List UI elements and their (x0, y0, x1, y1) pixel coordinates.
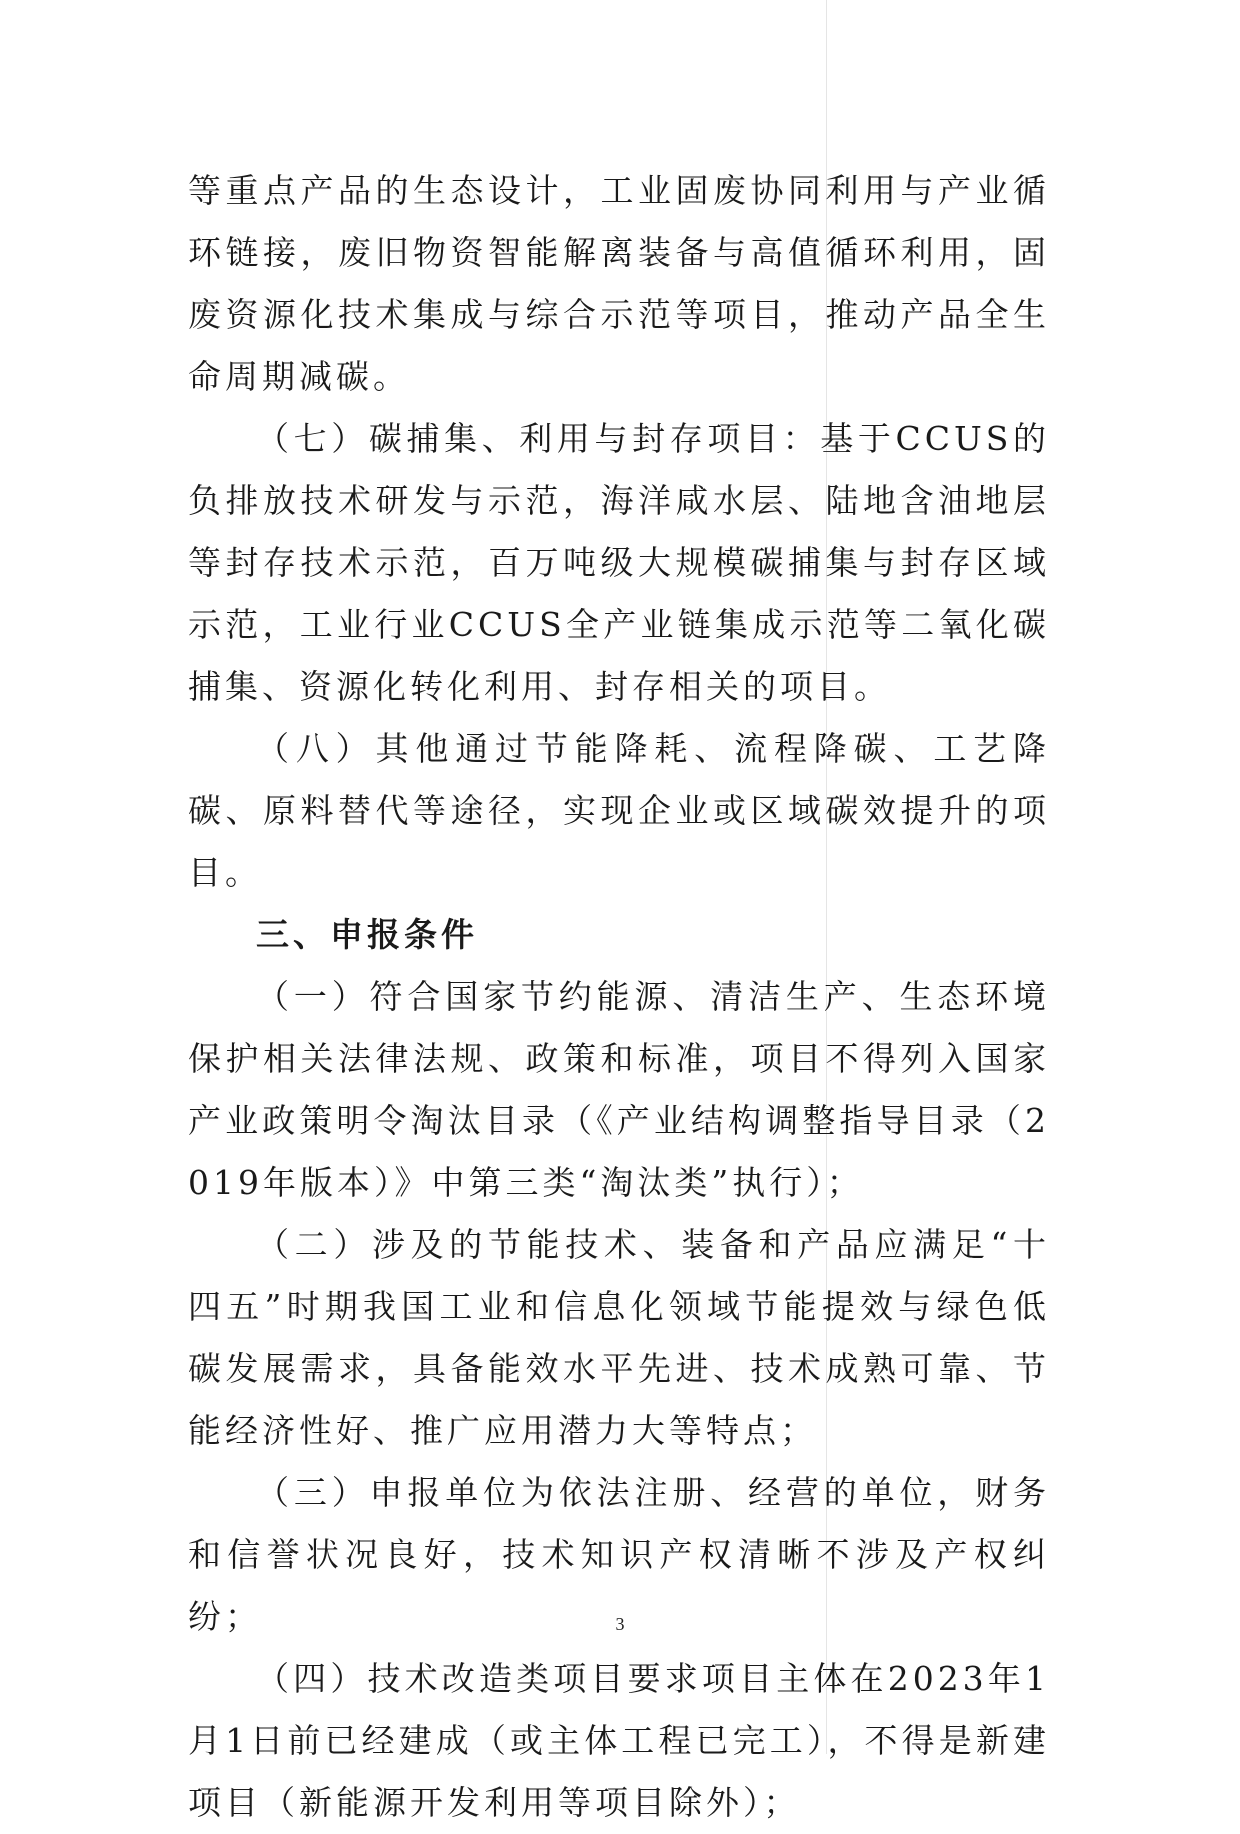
paragraph-item-8-other: （八）其他通过节能降耗、流程降碳、工艺降碳、原料替代等途径，实现企业或区域碳效提升的项目。 (188, 729, 1050, 892)
paragraph-condition-2: （二）涉及的节能技术、装备和产品应满足“十四五”时期我国工业和信息化领域节能提效与绿色低碳发展需求，具备能效水平先进、技术成熟可靠、节能经济性好、推广应用潜力大等特点； (188, 1225, 1050, 1450)
paragraph-condition-1: （一）符合国家节约能源、清洁生产、生态环境保护相关法律法规、政策和标准，项目不得列入国家产业政策明令淘汰目录（《产业结构调整指导目录（2019年版本）》中第三类“淘汰类”执行）； (188, 977, 1050, 1202)
paragraph-condition-3: （三）申报单位为依法注册、经营的单位，财务和信誉状况良好，技术知识产权清晰不涉及产权纠纷； (188, 1473, 1050, 1636)
page-number: 3 (615, 1614, 625, 1634)
section-heading-conditions: 三、申报条件 (256, 915, 478, 954)
paragraph-item-7-ccus: （七）碳捕集、利用与封存项目：基于CCUS的负排放技术研发与示范，海洋咸水层、陆地含油地层等封存技术示范，百万吨级大规模碳捕集与封存区域示范，工业行业CCUS全产业链集成示范等二氧化碳捕集、资源化转化利用、封存相关的项目。 (188, 419, 1050, 706)
document-body (188, 160, 1050, 1834)
paragraph-continuation: 等重点产品的生态设计，工业固废协同利用与产业循环链接，废旧物资智能解离装备与高值循环利用，固废资源化技术集成与综合示范等项目，推动产品全生命周期减碳。 (188, 171, 1050, 396)
paragraph-condition-4: （四）技术改造类项目要求项目主体在2023年1月1日前已经建成（或主体工程已完工），不得是新建项目（新能源开发利用等项目除外）； (188, 1659, 1050, 1822)
